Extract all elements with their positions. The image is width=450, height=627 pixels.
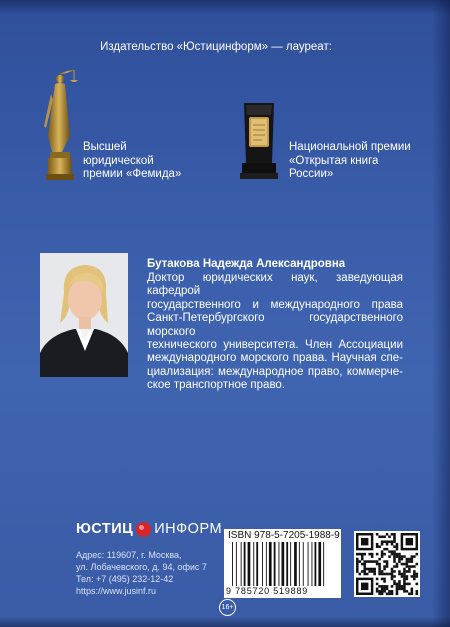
logo-right-text: ИНФОРМ xyxy=(154,521,223,537)
isbn-label: ISBN 978-5-7205-1988-9 xyxy=(228,530,340,541)
top-edge-shadow xyxy=(0,0,450,14)
femida-statue-icon xyxy=(40,66,80,182)
bio-line: Доктор юридических наук, заведующая кафедрой xyxy=(147,272,403,298)
address-line: ул. Лобачевского, д. 94, офис 7 xyxy=(76,562,207,572)
isbn-barcode xyxy=(224,529,341,598)
award-femida-caption xyxy=(83,141,181,182)
publisher-website-link[interactable]: https://www.jusinf.ru xyxy=(76,586,157,596)
award-femida-line: премии «Фемида» xyxy=(83,168,182,180)
logo-left-text: ЮСТИЦ xyxy=(76,521,134,537)
author-name: Бутакова Надежда Александровна xyxy=(147,258,346,270)
award-open-book-line: «Открытая книга xyxy=(289,154,379,167)
bio-line: технического университета. Член Ассоциации xyxy=(147,339,403,352)
award-femida-line: Высшей xyxy=(83,141,127,153)
right-edge-shadow xyxy=(432,0,450,627)
bio-line: международного морского права. Научная спе- xyxy=(147,352,403,365)
award-open-book-caption xyxy=(289,141,411,182)
barcode-bars xyxy=(230,542,336,586)
publisher-logo xyxy=(76,518,222,540)
bottom-edge-shadow xyxy=(0,617,450,627)
award-open-book-line: Национальной премии xyxy=(289,141,411,153)
qr-code[interactable] xyxy=(354,531,420,597)
publisher-address xyxy=(76,549,207,597)
book-trophy-icon xyxy=(238,101,280,181)
author-bio xyxy=(147,272,403,393)
author-photo xyxy=(40,253,128,377)
age-rating-badge: 16+ xyxy=(219,599,236,616)
barcode-digits: 9 785720 519889 xyxy=(226,586,309,596)
award-open-book-line: России» xyxy=(289,168,334,180)
bio-line: циализация: международное право, коммерче- xyxy=(147,365,403,378)
laureate-headline: Издательство «Юстицинформ» — лауреат: xyxy=(100,41,332,53)
bio-line: Санкт-Петербургского государственного морского xyxy=(147,312,403,338)
bio-line: государственного и международного права xyxy=(147,298,403,311)
address-line: Тел: +7 (495) 232-12-42 xyxy=(76,574,174,584)
address-line: Адрес: 119607, г. Москва, xyxy=(76,550,182,560)
logo-dot-icon xyxy=(136,522,151,537)
bio-line: ское транспортное право. xyxy=(147,379,286,392)
award-femida-line: юридической xyxy=(83,154,154,167)
